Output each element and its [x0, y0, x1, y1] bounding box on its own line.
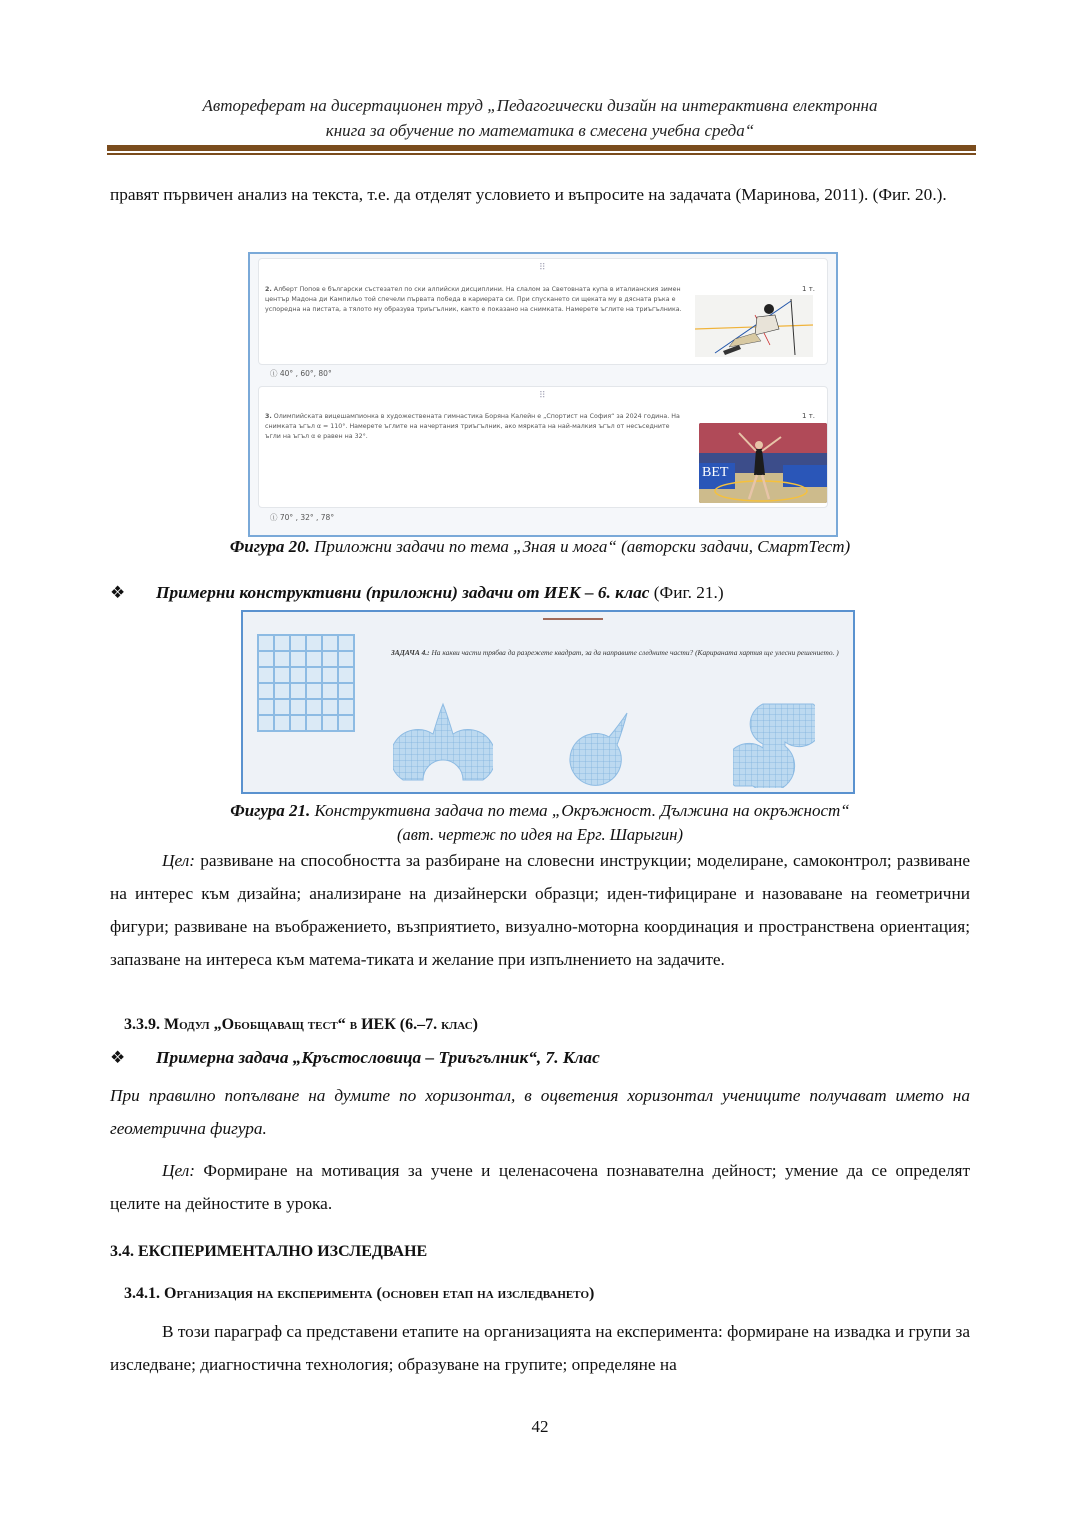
- answer-row-2: [258, 366, 826, 382]
- info-icon: ⓘ: [270, 369, 278, 378]
- question-number: 3.: [265, 413, 272, 420]
- skier-photo: [695, 295, 813, 357]
- photo-banner-text: BET: [702, 465, 729, 480]
- caption-line-2: (авт. чертеж по идея на Ерг. Шарыгин): [397, 825, 683, 844]
- grid-square-image: [257, 634, 355, 732]
- question-card-2: [258, 258, 828, 365]
- shape-s-curve-image: [733, 702, 815, 788]
- gymnast-photo: [699, 423, 827, 503]
- drag-handle-icon[interactable]: ⠿: [539, 263, 547, 273]
- answer-row-3: [258, 510, 826, 526]
- skier-image: [695, 295, 813, 357]
- section-heading-3-3-9: 3.3.9. Модул „Обобщаващ тест“ в ИЕК (6.–7. клас): [124, 1016, 478, 1033]
- figure-21: [241, 610, 855, 794]
- diamond-bullet-icon: ❖: [110, 1048, 126, 1067]
- goal-paragraph-1: [110, 844, 970, 976]
- experiment-paragraph: В този параграф са представени етапите на организацията на експеримента: формиране на извадка и групи за изследване; диагностична технология; образуване на групите; определяне на: [110, 1322, 970, 1374]
- question-card-3: [258, 386, 828, 508]
- figure-20-caption: [100, 535, 980, 559]
- intro-paragraph: правят първичен анализ на текста, т.е. да отделят условието и въпросите на задачата (Маринова, 2011). (Фиг. 20.).: [110, 185, 947, 204]
- question-body: Алберт Попов е български състезател по ски алпийски дисциплини. На слалом за Световната купа в италианския зимен център Мадона ди Кампильо той спечели първата победа в кариерата си. При спускането си щеката му в дясната ръка е успоредна на пистата, а тялото му образува триъгълник, както е показано на снимката. Намерете ъглите на триъгълника.: [265, 286, 682, 313]
- page-number: 42: [531, 1417, 549, 1436]
- task-4-text: [391, 646, 847, 659]
- running-header: [100, 93, 980, 143]
- question-text: [265, 285, 685, 315]
- header-line-1: Автореферат на дисертационен труд „Педагогически дизайн на интерактивна електронна: [202, 96, 878, 115]
- question-number: 2.: [265, 286, 272, 293]
- section-heading-3-4-1: 3.4.1. Организация на експеримента (основен етап на изследването): [124, 1285, 595, 1302]
- header-rule-thin: [107, 153, 976, 155]
- goal-paragraph-2: [110, 1154, 970, 1220]
- question-points: 1 т.: [802, 412, 815, 420]
- figure-20: [248, 252, 838, 537]
- question-body: Олимпийската вицешампионка в художествената гимнастика Боряна Калейн е „Спортист на София“ за 2024 година. На снимката ъгъл α = 110°. Намерете ъглите на начертания триъгълник, ако мярката на най-малкия ъгъл от несъседните ъгли на ъгъл α е равен на 32°.: [265, 413, 680, 440]
- goal-text: развиване на способността за разбиране на словесни инструкции; моделиране, самоконтрол; развиване на интерес към дизайна; анализиране на дизайнерски образци; иден-тифициране и назоваване на геометрични фигури; развиване на въображението, възприятието, визуално-моторна координация и пространствена ориентация; запазване на интереса към матема-тиката и желание при изпълнението на задачите.: [110, 851, 970, 969]
- header-line-2: книга за обучение по математика в смесена учебна среда“: [325, 121, 755, 140]
- goal-text: Формиране на мотивация за учене и целенасочена познавателна дейност; умение да се определят целите на дейностите в урока.: [110, 1161, 970, 1213]
- shape-drop-image: [561, 707, 631, 787]
- caption-text: Приложни задачи по тема „Зная и мога“ (авторски задачи, СмартТест): [309, 537, 851, 556]
- goal-label: Цел:: [162, 1161, 196, 1180]
- answer-text: 70° , 32° , 78°: [279, 513, 335, 522]
- answer-text: 40° , 60°, 80°: [279, 369, 332, 378]
- header-rule-thick: [107, 145, 976, 151]
- question-text: [265, 412, 685, 442]
- bullet-ref: (Фиг. 21.): [649, 583, 724, 602]
- drag-handle-icon[interactable]: ⠿: [539, 391, 547, 401]
- info-icon: ⓘ: [270, 513, 278, 522]
- shape-arch-image: [393, 700, 493, 782]
- bullet-bold-text: Примерни конструктивни (приложни) задачи от ИЕК – 6. клас: [156, 583, 650, 602]
- bullet-bold-text: Примерна задача „Кръстословица – Триъгълник“, 7. Клас: [156, 1048, 600, 1067]
- section-heading-3-4: 3.4. ЕКСПЕРИМЕНТАЛНО ИЗСЛЕДВАНЕ: [110, 1243, 428, 1260]
- caption-text: Конструктивна задача по тема „Окръжност. Дължина на окръжност“: [310, 801, 850, 820]
- goal-label: Цел:: [162, 851, 196, 870]
- bullet-crossword-task: [110, 1046, 970, 1070]
- crossword-description: При правилно попълване на думите по хоризонтал, в оцветения хоризонтал учениците получават името на геометрична фигура.: [110, 1086, 970, 1138]
- divider-line: [543, 618, 603, 620]
- question-points: 1 т.: [802, 285, 815, 293]
- task-body: На какви части трябва да разрежете квадрат, за да направите следните части? (Карираната хартия ще улесни решението. ): [429, 648, 839, 657]
- bullet-constructive-tasks: [110, 581, 970, 605]
- caption-label: Фигура 21.: [230, 801, 311, 820]
- figure-21-caption: [100, 799, 980, 847]
- gymnast-image: [699, 423, 827, 503]
- diamond-bullet-icon: ❖: [110, 583, 126, 602]
- task-label: ЗАДАЧА 4.:: [391, 648, 430, 657]
- caption-label: Фигура 20.: [229, 537, 310, 556]
